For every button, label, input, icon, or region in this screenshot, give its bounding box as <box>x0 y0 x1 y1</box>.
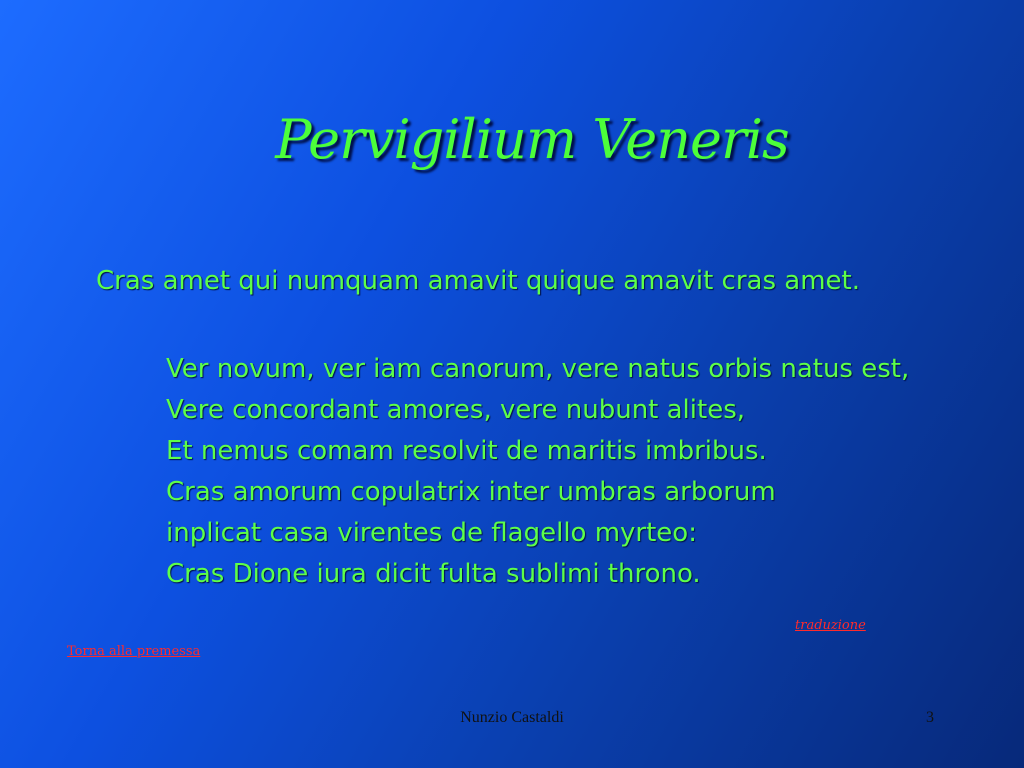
verse-line: Cras Dione iura dicit fulta sublimi throno. <box>166 559 701 589</box>
verse-line: Cras amorum copulatrix inter umbras arborum <box>166 477 776 507</box>
verse-line: inplicat casa virentes de flagello myrteo: <box>166 518 697 548</box>
page-number: 3 <box>926 709 934 726</box>
verse-list <box>166 349 909 595</box>
verse-line: Et nemus comam resolvit de maritis imbribus. <box>166 436 767 466</box>
slide-title: Pervigilium Veneris <box>275 108 789 171</box>
verse-line: Vere concordant amores, vere nubunt alites, <box>166 395 746 425</box>
translation-link[interactable]: traduzione <box>795 618 866 633</box>
footer-author: Nunzio Castaldi <box>460 709 564 726</box>
back-to-premise-link[interactable]: Torna alla premessa <box>67 644 201 659</box>
refrain-line: Cras amet qui numquam amavit quique amavit cras amet. <box>96 266 860 296</box>
verse-line: Ver novum, ver iam canorum, vere natus orbis natus est, <box>166 354 910 384</box>
